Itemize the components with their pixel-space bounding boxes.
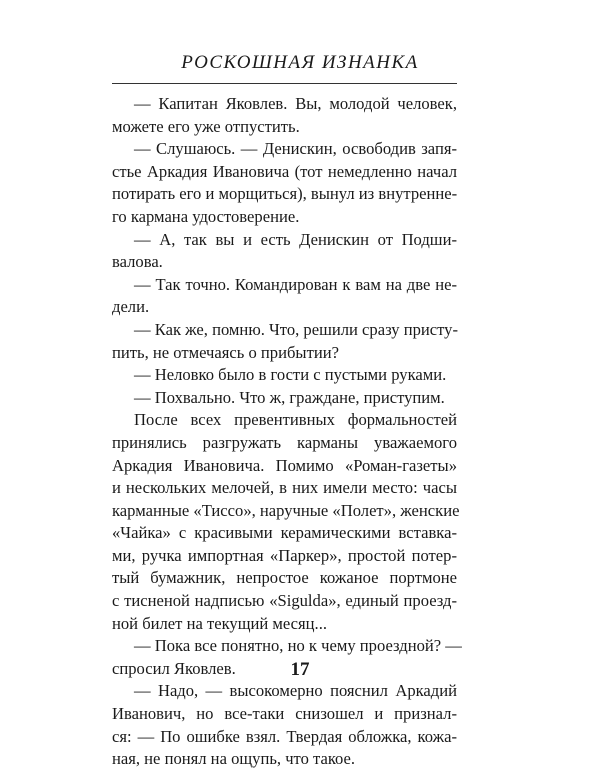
- page-number: 17: [290, 659, 310, 680]
- text-line: — Капитан Яковлев. Вы, молодой человек,: [134, 94, 457, 113]
- text-line: — Слушаюсь. — Денискин, освободив запя-: [134, 139, 457, 159]
- text-line: ной билет на текущий месяц...: [112, 613, 327, 633]
- text-line: «Чайка» с красивыми керамическими вставка-: [112, 523, 457, 543]
- text-line: валова.: [112, 252, 163, 272]
- text-line: стье Аркадия Ивановича (тот немедленно начал: [112, 161, 457, 181]
- text-line: можете его уже отпустить.: [112, 116, 300, 136]
- text-line: дели.: [112, 297, 150, 317]
- text-line: ся: — По ошибке взял. Твердая обложка, кожа-: [112, 726, 457, 746]
- text-line: го кармана удостоверение.: [112, 206, 300, 226]
- text-line: спросил Яковлев.: [112, 658, 236, 678]
- text-line: Иванович, но все-таки снизошел и признал-: [112, 704, 457, 724]
- text-line: принялись разгружать карманы уважаемого: [112, 432, 457, 452]
- text-line: После всех превентивных формальностей: [134, 410, 457, 430]
- text-line: с тисненой надписью «Sigulda», единый проезд-: [112, 591, 457, 611]
- text-line: карманные «Тиссо», наручные «Полет», женские: [112, 500, 460, 520]
- text-line: потирать его и морщиться), вынул из внутренне-: [112, 184, 458, 204]
- text-line: — Похвально. Что ж, граждане, приступим.: [134, 387, 445, 407]
- text-line: — А, так вы и есть Денискин от Подши-: [134, 229, 457, 249]
- text-line: Аркадия Ивановича. Помимо «Роман-газеты»: [112, 455, 457, 475]
- text-line: — Надо, — высокомерно пояснил Аркадий: [134, 681, 457, 701]
- text-line: — Неловко было в гости с пустыми руками.: [134, 365, 447, 385]
- text-line: — Так точно. Командирован к вам на две не-: [134, 274, 457, 294]
- text-line: тый бумажник, непростое кожаное портмоне: [112, 568, 457, 588]
- header-rule: [112, 83, 457, 84]
- text-line: пить, не отмечаясь о прибытии?: [112, 342, 339, 362]
- running-head: РОСКОШНАЯ ИЗНАНКА: [181, 52, 419, 73]
- text-line: и нескольких мелочей, в них имели место: часы: [112, 478, 457, 498]
- text-line: ми, ручка импортная «Паркер», простой потер-: [112, 545, 457, 565]
- text-line: ная, не понял на ощупь, что такое.: [112, 749, 356, 769]
- text-line: — Пока все понятно, но к чему проездной? —: [134, 636, 462, 656]
- text-line: — Как же, помню. Что, решили сразу присту-: [134, 319, 459, 339]
